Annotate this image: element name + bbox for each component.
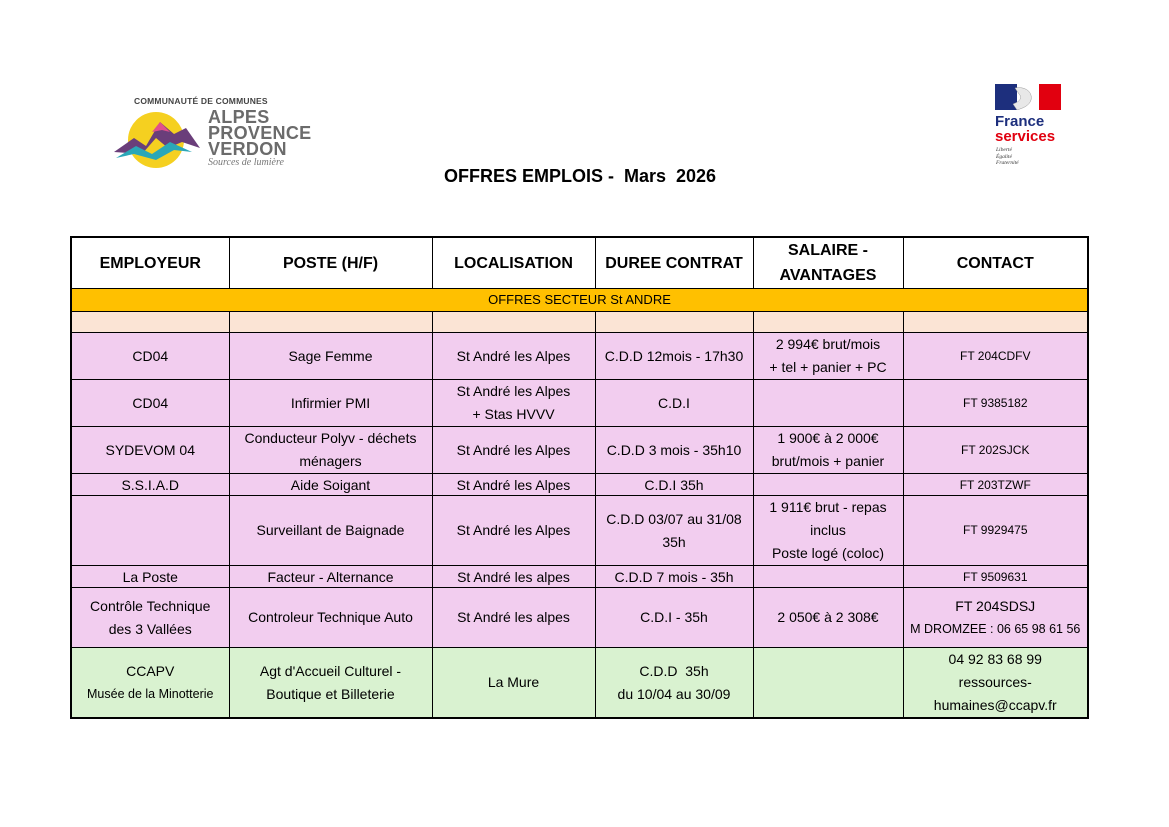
cell-poste: Sage Femme [229,333,432,380]
marianne-flag-icon [995,84,1061,110]
table-row [71,648,1088,719]
cell-employeur: CD04 [71,333,229,380]
salaire-line: inclus [810,522,846,538]
logo-line-verdon: VERDON [208,139,287,159]
employeur-line: Musée de la Minotterie [87,686,214,701]
cell-salaire [753,427,903,474]
cell-contact: FT 9929475 [903,496,1088,566]
poste-line: ménagers [299,453,362,469]
cell-localisation: St André les Alpes [432,427,595,474]
logo-motto [996,147,1019,167]
logo-france-label: France [995,113,1045,130]
logo-community-label: COMMUNAUTÉ DE COMMUNES [134,96,268,106]
logo-tagline: Sources de lumière [208,157,284,168]
header-duree: DUREE CONTRAT [595,237,753,289]
cell-duree: C.D.I 35h [595,474,753,496]
duree-line: C.D.D 35h [639,662,709,679]
motto-liberte: Liberté [996,147,1012,153]
ccapv-logo [112,94,312,174]
cell-duree: C.D.D 12mois - 17h30 [595,333,753,380]
salaire-line: Poste logé (coloc) [771,545,885,561]
mountain-sun-icon [112,108,204,170]
blank-cell [903,312,1088,333]
france-services-logo [985,78,1075,178]
contact-line: 04 92 83 68 99 [948,651,1042,667]
table-row [71,566,1088,588]
cell-localisation: La Mure [432,648,595,719]
motto-fraternite: Fraternité [996,160,1019,166]
cell-contact: FT 204CDFV [903,333,1088,380]
cell-poste: Controleur Technique Auto [229,588,432,648]
cell-contact: FT 202SJCK [903,427,1088,474]
cell-poste [229,427,432,474]
cell-salaire [753,566,903,588]
blank-cell [71,312,229,333]
cell-duree [595,496,753,566]
cell-salaire [753,333,903,380]
cell-contact: FT 9385182 [903,380,1088,427]
cell-employeur: La Poste [71,566,229,588]
poste-line: Conducteur Polyv - déchets [244,430,417,446]
cell-localisation: St André les alpes [432,566,595,588]
contact-line: M DROMZEE : 06 65 98 61 56 [910,621,1081,636]
page-title: OFFRES EMPLOIS - Mars 2026 [443,166,717,186]
table-header-row [71,237,1088,289]
cell-employeur: S.S.I.A.D [71,474,229,496]
cell-localisation: St André les Alpes [432,474,595,496]
employeur-line: Contrôle Technique [90,597,211,614]
motto-egalite: Égalité [996,153,1012,160]
duree-line: du 10/04 au 30/09 [617,685,731,702]
table-row [71,380,1088,427]
job-offers-table [70,236,1089,719]
blank-cell [595,312,753,333]
cell-contact [903,588,1088,648]
cell-duree: C.D.D 3 mois - 35h10 [595,427,753,474]
localisation-line: + Stas HVVV [472,406,555,422]
cell-localisation: St André les Alpes [432,333,595,380]
cell-duree [595,648,753,719]
table-row [71,588,1088,648]
blank-cell [753,312,903,333]
table-row [71,474,1088,496]
blank-row [71,312,1088,333]
header-localisation: LOCALISATION [432,237,595,289]
header-poste: POSTE (H/F) [229,237,432,289]
salaire-line: 1 900€ à 2 000€ [777,430,879,446]
salaire-line: + tel + panier + PC [769,359,887,375]
cell-salaire: 2 050€ à 2 308€ [753,588,903,648]
blank-cell [432,312,595,333]
cell-poste: Aide Soigant [229,474,432,496]
salaire-line: 1 911€ brut - repas [769,499,887,515]
cell-poste: Surveillant de Baignade [229,496,432,566]
employeur-line: des 3 Vallées [108,620,192,637]
contact-line: FT 204SDSJ [955,597,1036,614]
localisation-line: St André les Alpes [456,383,571,399]
header-employeur: EMPLOYEUR [71,237,229,289]
cell-duree: C.D.D 7 mois - 35h [595,566,753,588]
cell-employeur [71,648,229,719]
cell-poste [229,648,432,719]
logo-line-provence: PROVENCE [208,123,312,143]
cell-salaire [753,648,903,719]
employeur-line: CCAPV [126,662,175,679]
header-salaire [753,237,903,289]
contact-email: humaines@ccapv.fr [933,697,1057,713]
header-salaire-line2: AVANTAGES [779,267,877,284]
cell-contact: FT 9509631 [903,566,1088,588]
cell-salaire [753,496,903,566]
table-row [71,427,1088,474]
cell-salaire [753,380,903,427]
cell-salaire [753,474,903,496]
header-contact: CONTACT [903,237,1088,289]
cell-poste: Infirmier PMI [229,380,432,427]
cell-contact [903,648,1088,719]
cell-localisation [432,380,595,427]
cell-duree: C.D.I - 35h [595,588,753,648]
poste-line: Agt d'Accueil Culturel - [259,662,402,679]
salaire-line: brut/mois + panier [771,453,885,469]
header-salaire-line1: SALAIRE - [788,242,868,259]
duree-line: C.D.D 03/07 au 31/08 [606,510,742,527]
logo-services-label: services [995,128,1056,145]
sector-label: OFFRES SECTEUR St ANDRE [71,289,1088,312]
duree-line: 35h [662,533,686,550]
cell-employeur [71,588,229,648]
poste-line: Boutique et Billeterie [266,685,395,702]
cell-duree: C.D.I [595,380,753,427]
contact-line: ressources- [958,674,1032,690]
sector-row [71,289,1088,312]
cell-employeur: SYDEVOM 04 [71,427,229,474]
cell-employeur: CD04 [71,380,229,427]
cell-localisation: St André les Alpes [432,496,595,566]
table-row [71,333,1088,380]
blank-cell [229,312,432,333]
table-row [71,496,1088,566]
cell-poste: Facteur - Alternance [229,566,432,588]
cell-employeur [71,496,229,566]
logo-line-alpes: ALPES [208,107,270,127]
cell-localisation: St André les alpes [432,588,595,648]
cell-contact: FT 203TZWF [903,474,1088,496]
salaire-line: 2 994€ brut/mois [775,336,881,352]
